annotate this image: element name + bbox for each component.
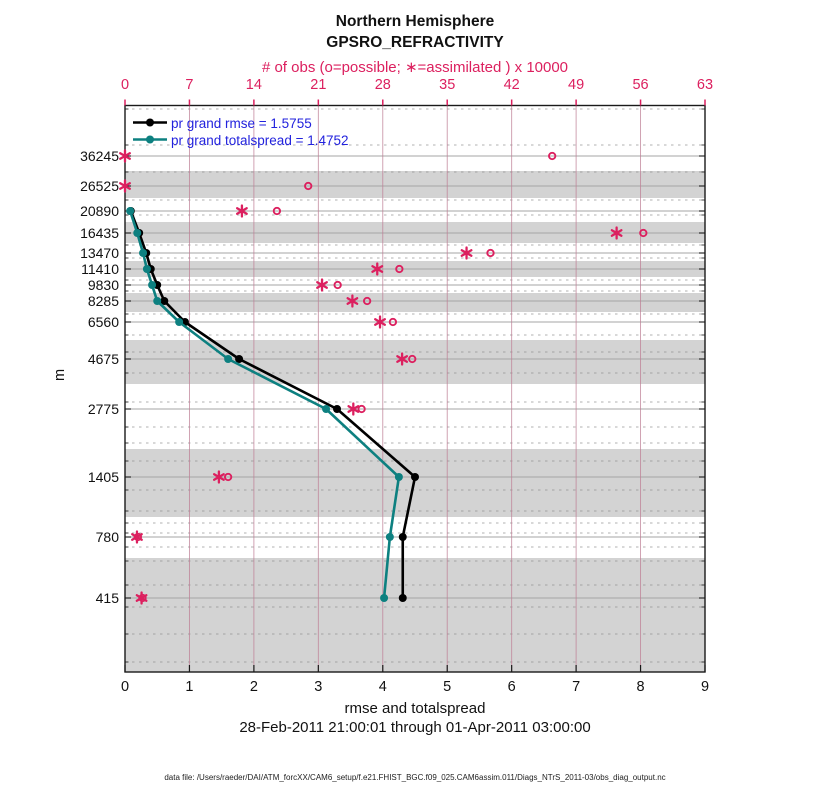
totalspread-point [380,594,388,602]
y-axis-tick-label: 4675 [87,351,119,367]
legend-sample-marker [146,119,154,127]
totalspread-point [148,281,156,289]
totalspread-point [395,473,403,481]
y-axis-tick-label: 6560 [87,314,119,330]
y-axis-tick-label: 26525 [80,178,119,194]
top-axis-tick-label: 49 [568,77,585,93]
y-axis-tick-label: 2775 [87,401,119,417]
totalspread-point [153,297,161,305]
top-axis-tick-label: 42 [503,77,520,93]
bottom-axis-tick-label: 8 [636,679,645,695]
totalspread-point [139,249,147,257]
rmse-point [399,594,407,602]
bottom-axis-tick-label: 3 [314,679,323,695]
y-axis-tick-label: 13470 [80,245,119,261]
top-axis-tick-label: 35 [439,77,456,93]
totalspread-point [126,207,134,215]
top-axis-tick-label: 63 [696,77,714,93]
rmse-point [399,533,407,541]
legend-sample-marker [146,136,154,144]
level-shading-band [125,558,705,672]
level-shading-band [125,171,705,198]
bottom-axis-label: rmse and totalspread [344,700,486,717]
plot-title-region: Northern Hemisphere [335,13,495,30]
legend-label-rmse: pr grand rmse = 1.5755 [171,115,312,131]
rmse-point [411,473,419,481]
bottom-axis-tick-label: 6 [507,679,516,695]
top-axis-tick-label: 0 [120,77,130,93]
y-axis-tick-label: 1405 [87,469,119,485]
top-axis-label: # of obs (o=possible; ∗=assimilated ) x 10000 [261,59,569,76]
y-axis-tick-label: 11410 [81,261,119,277]
y-axis-tick-label: 780 [95,529,119,545]
y-axis-tick-label: 415 [95,590,119,606]
bottom-axis-tick-label: 5 [443,679,452,695]
totalspread-point [386,533,394,541]
top-axis-tick-label: 56 [632,77,649,93]
y-axis-tick-label: 8285 [87,293,119,309]
data-file-path: data file: /Users/raeder/DAI/ATM_forcXX/CAM6_setup/f.e21.FHIST_BGC.f09_025.CAM6assim.011/Diags_NTrS_2011-03/obs_diag_output.nc [164,773,666,782]
bottom-axis-tick-label: 4 [378,679,387,695]
y-axis-label: m [52,368,68,382]
legend-label-totalspread: pr grand totalspread = 1.4752 [171,132,349,148]
rmse-point [333,405,341,413]
top-axis-tick-label: 14 [245,77,262,93]
top-axis-tick-label: 7 [185,77,194,93]
top-axis-tick-label: 21 [310,77,327,93]
totalspread-point [224,355,232,363]
bottom-axis-tick-label: 9 [700,679,710,695]
y-axis-tick-label: 36245 [80,148,119,164]
date-range-label: 28-Feb-2011 21:00:01 through 01-Apr-2011 03:00:00 [239,719,591,736]
bottom-axis-tick-label: 0 [120,679,130,695]
bottom-axis-tick-label: 1 [185,679,194,695]
y-axis-tick-label: 20890 [80,203,119,219]
level-shading-band [125,293,705,312]
totalspread-point [322,405,330,413]
y-axis-tick-label: 16435 [80,225,119,241]
bottom-axis-tick-label: 7 [572,679,581,695]
totalspread-point [133,229,141,237]
bottom-axis-tick-label: 2 [249,679,258,695]
plot-title-obs-type: GPSRO_REFRACTIVITY [326,34,504,51]
y-axis-tick-label: 9830 [87,277,119,293]
totalspread-point [143,265,151,273]
totalspread-point [175,318,183,326]
top-axis-tick-label: 28 [374,77,391,93]
